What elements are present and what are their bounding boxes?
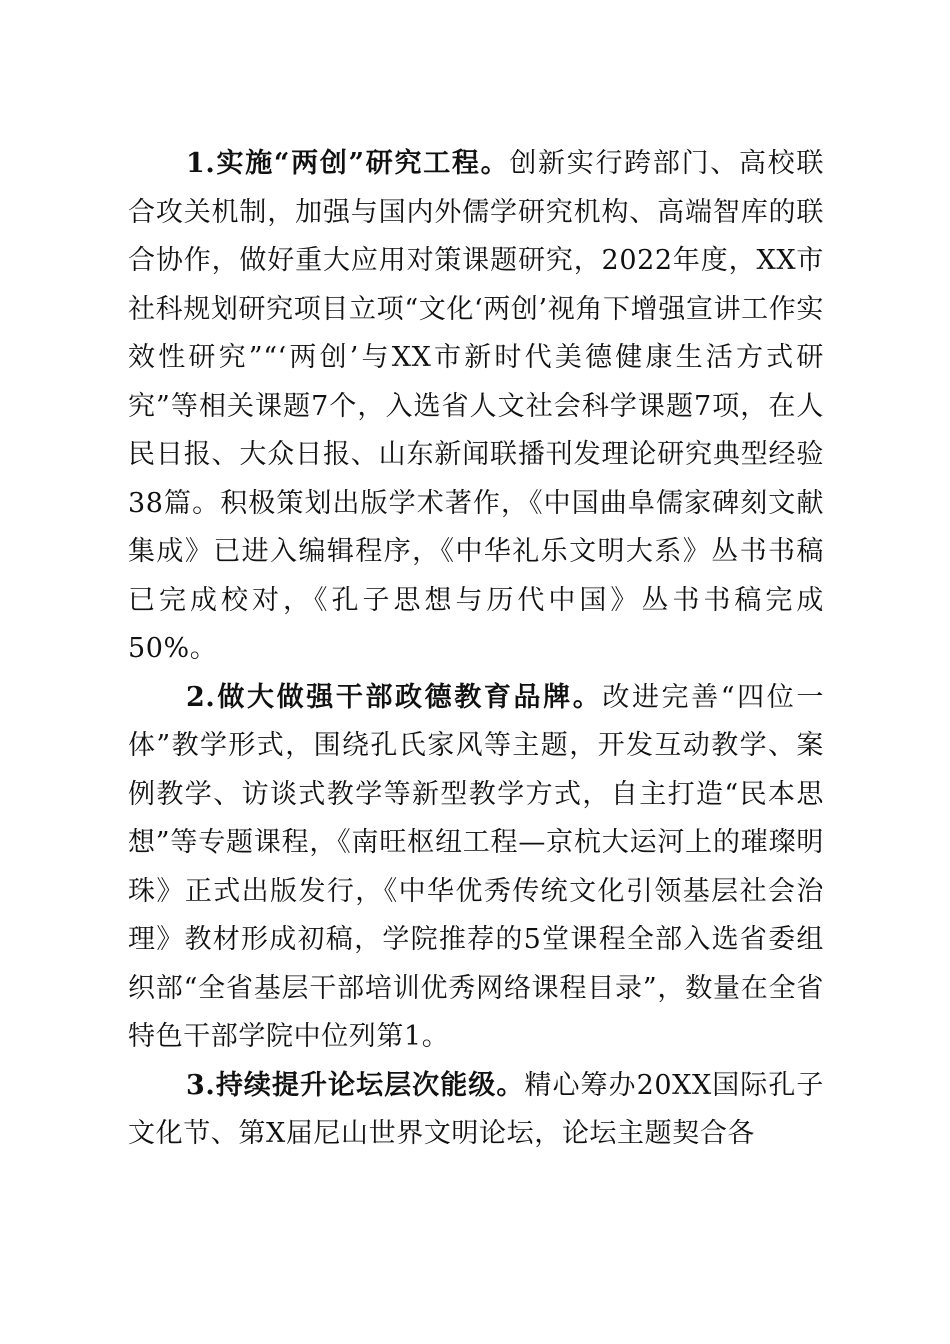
paragraph-2-text: 改进完善“四位一体”教学形式，围绕孔氏家风等主题，开发互动教学、案例教学、访谈式教学等新型教学方式，自主打造“民本思想”等专题课程，《南旺枢纽工程—京杭大运河上的璀璨明珠》正式出版发行，《中华优秀传统文化引领基层社会治理》教材形成初稿，学院推荐的5堂课程全部入选省委组织部“全省基层干部培训优秀网络课程目录”，数量在全省特色干部学院中位列第1。: [128, 681, 824, 1052]
paragraph-2-heading: 2.做大做强干部政德教育品牌。: [186, 681, 603, 713]
paragraph-2: [128, 674, 824, 1062]
paragraph-1: [128, 140, 824, 674]
document-body: [128, 140, 824, 1159]
paragraph-3-text: 精心筹办20XX国际孔子文化节、第X届尼山世界文明论坛，论坛主题契合各: [128, 1069, 824, 1149]
paragraph-3-heading: 3.持续提升论坛层次能级。: [186, 1069, 525, 1101]
paragraph-1-text: 创新实行跨部门、高校联合攻关机制，加强与国内外儒学研究机构、高端智库的联合协作，做好重大应用对策课题研究，2022年度，XX市社科规划研究项目立项“文化‘两创’视角下增强宣讲工作实效性研究”“‘两创’与XX市新时代美德健康生活方式研究”等相关课题7个，入选省人文社会科学课题7项，在人民日报、大众日报、山东新闻联播刊发理论研究典型经验38篇。积极策划出版学术著作，《中国曲阜儒家碑刻文献集成》已进入编辑程序，《中华礼乐文明大系》丛书书稿已完成校对，《孔子思想与历代中国》丛书书稿完成50%。: [128, 148, 824, 664]
paragraph-3: [128, 1062, 824, 1159]
paragraph-1-heading: 1.实施“两创”研究工程。: [186, 148, 510, 179]
